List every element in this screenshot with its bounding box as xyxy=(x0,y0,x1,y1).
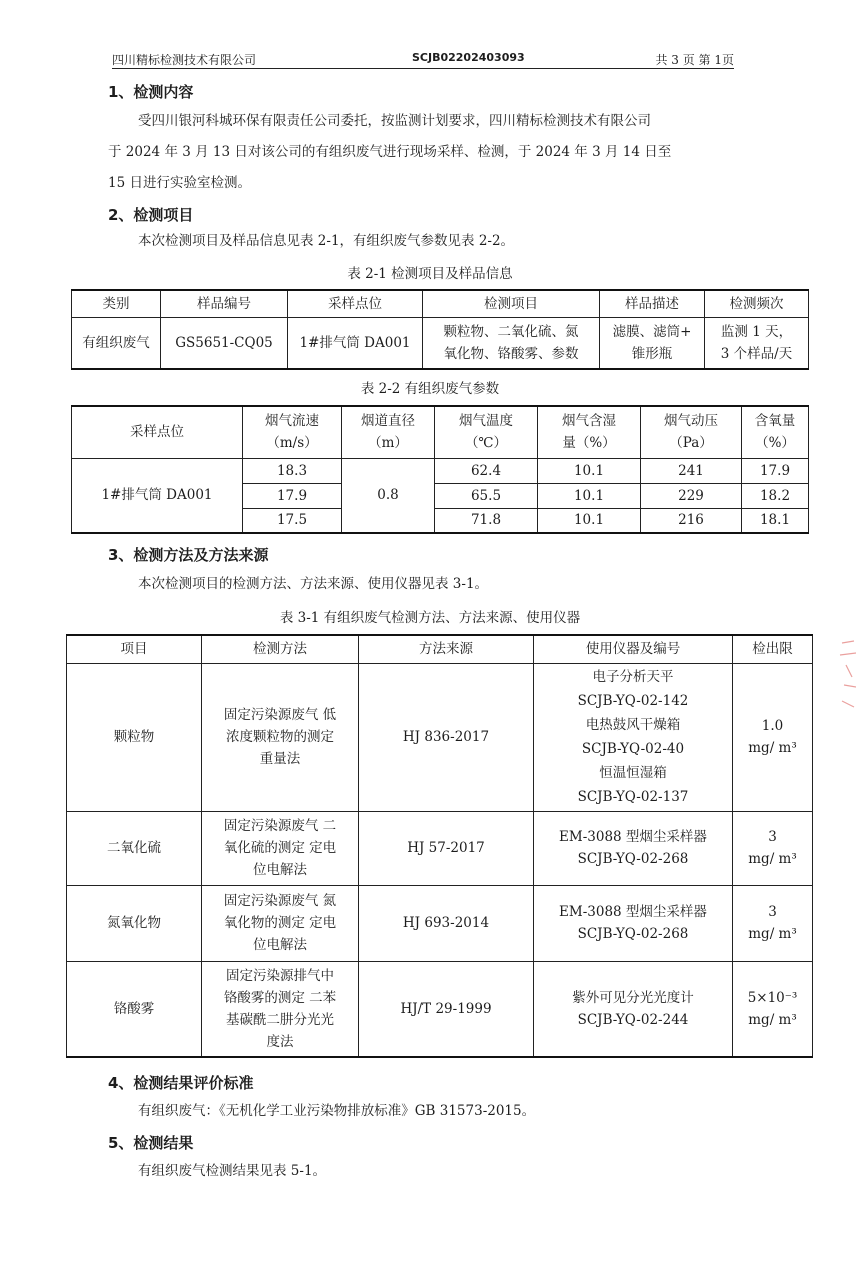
cell-line: SCJB-YQ-02-268 xyxy=(577,926,689,942)
table-cell: 二氧化硫 xyxy=(67,811,202,885)
table-header-cell xyxy=(342,406,435,458)
table-header-cell: 采样点位 xyxy=(288,290,423,317)
table-3-1-caption: 表 3-1 有组织废气检测方法、方法来源、使用仪器 xyxy=(279,610,581,626)
cell-line: 氧化物、铬酸雾、参数 xyxy=(443,345,579,362)
page-number: 共 3 页 第 1页 xyxy=(655,53,734,67)
table-cell: HJ 57-2017 xyxy=(359,811,534,885)
table-cell xyxy=(534,961,733,1057)
header-line: （m/s） xyxy=(266,435,318,452)
cell-line: 锥形瓶 xyxy=(631,345,673,362)
table-header-cell xyxy=(243,406,342,458)
section-3-title: 3、检测方法及方法来源 xyxy=(108,546,269,564)
cell-line: 3 个样品/天 xyxy=(720,345,793,362)
cell-line: 滤膜、滤筒+ xyxy=(612,323,692,340)
table-cell: HJ/T 29-1999 xyxy=(359,961,534,1057)
table-2-2-caption: 表 2-2 有组织废气参数 xyxy=(360,381,500,397)
table-header-cell: 检测频次 xyxy=(705,290,809,317)
cell-line: 电热鼓风干燥箱 xyxy=(585,717,681,733)
table-cell xyxy=(733,961,813,1057)
cell-line: 位电解法 xyxy=(253,862,307,878)
cell-line: 监测 1 天， xyxy=(720,323,793,340)
table-2-2 xyxy=(71,405,809,534)
table-header-cell xyxy=(641,406,742,458)
table-cell: 有组织废气 xyxy=(72,317,161,369)
header-line: 烟气流速 xyxy=(265,413,319,430)
cell-line: 浓度颗粒物的测定 xyxy=(226,729,334,745)
table-cell xyxy=(202,811,359,885)
cell-line: 固定污染源排气中 xyxy=(226,967,334,984)
table-cell: 10.1 xyxy=(538,508,641,533)
cell-line: EM-3088 型烟尘采样器 xyxy=(559,904,707,920)
section-4-line-1: 有组织废气：《无机化学工业污染物排放标准》GB 31573-2015。 xyxy=(138,1103,536,1119)
table-cell: 71.8 xyxy=(435,508,538,533)
table-cell xyxy=(600,317,705,369)
table-cell: 18.3 xyxy=(243,458,342,483)
table-header-cell: 使用仪器及编号 xyxy=(534,635,733,663)
table-header-cell: 检出限 xyxy=(733,635,813,663)
table-header-cell: 项目 xyxy=(67,635,202,663)
header-line: 采样点位 xyxy=(130,424,184,441)
table-3-1 xyxy=(66,634,813,1058)
cell-line: 1.0 xyxy=(761,718,784,734)
table-cell: 颗粒物 xyxy=(67,663,202,811)
header-line: （m） xyxy=(368,435,408,452)
table-cell xyxy=(202,961,359,1057)
table-cell: 1#排气筒 DA001 xyxy=(72,458,243,533)
table-cell: 18.2 xyxy=(742,483,809,508)
cell-line: 5×10⁻³ xyxy=(747,989,798,1006)
table-header-cell: 检测方法 xyxy=(202,635,359,663)
table-cell: 17.5 xyxy=(243,508,342,533)
cell-line: 3 xyxy=(768,829,777,845)
section-3-line-1: 本次检测项目的检测方法、方法来源、使用仪器见表 3-1。 xyxy=(138,576,489,592)
seal-stamp-fragment xyxy=(822,635,856,715)
cell-line: 颗粒物、二氧化硫、氮 xyxy=(443,323,579,340)
header-line: 量（%） xyxy=(562,435,616,452)
table-cell: 241 xyxy=(641,458,742,483)
header-line: 烟气温度 xyxy=(459,413,513,430)
table-cell: 65.5 xyxy=(435,483,538,508)
table-header-cell: 类别 xyxy=(72,290,161,317)
table-header-cell: 方法来源 xyxy=(359,635,534,663)
section-5-line-1: 有组织废气检测结果见表 5-1。 xyxy=(138,1163,327,1179)
page-header xyxy=(112,48,734,69)
cell-line: EM-3088 型烟尘采样器 xyxy=(559,829,707,845)
table-cell: 216 xyxy=(641,508,742,533)
table-cell xyxy=(534,885,733,961)
table-cell: 62.4 xyxy=(435,458,538,483)
table-header-cell: 检测项目 xyxy=(423,290,600,317)
cell-line: SCJB-YQ-02-268 xyxy=(577,851,689,867)
section-2-line-1: 本次检测项目及样品信息见表 2-1，有组织废气参数见表 2-2。 xyxy=(138,233,515,249)
cell-line: mg/ m³ xyxy=(748,926,797,942)
table-cell: HJ 836-2017 xyxy=(359,663,534,811)
table-cell xyxy=(423,317,600,369)
cell-line: mg/ m³ xyxy=(748,851,797,867)
table-cell: 10.1 xyxy=(538,458,641,483)
cell-line: 固定污染源废气 二 xyxy=(223,818,337,834)
table-cell: 氮氧化物 xyxy=(67,885,202,961)
table-header-cell: 样品编号 xyxy=(161,290,288,317)
table-cell: 1#排气筒 DA001 xyxy=(288,317,423,369)
cell-line: SCJB-YQ-02-40 xyxy=(581,741,685,757)
table-cell xyxy=(733,885,813,961)
cell-line: 氧化物的测定 定电 xyxy=(223,915,337,931)
table-cell xyxy=(534,811,733,885)
table-cell xyxy=(534,663,733,811)
cell-line: 基碳酰二肼分光光 xyxy=(226,1011,334,1028)
table-header-cell xyxy=(538,406,641,458)
table-2-1 xyxy=(71,289,809,370)
cell-line: 度法 xyxy=(266,1033,294,1050)
table-cell xyxy=(733,811,813,885)
cell-line: 恒温恒湿箱 xyxy=(599,765,667,781)
table-cell xyxy=(733,663,813,811)
table-cell xyxy=(202,885,359,961)
table-header-cell: 样品描述 xyxy=(600,290,705,317)
section-1-line-1: 受四川银河科城环保有限责任公司委托，按监测计划要求，四川精标检测技术有限公司 xyxy=(138,113,651,129)
section-1-line-3: 15 日进行实验室检测。 xyxy=(108,175,251,191)
header-line: 烟气动压 xyxy=(664,413,718,430)
table-cell xyxy=(705,317,809,369)
cell-line: 固定污染源废气 低 xyxy=(223,707,337,723)
header-line: 含氧量 xyxy=(754,413,796,430)
header-line: （Pa） xyxy=(669,435,713,452)
table-2-1-caption: 表 2-1 检测项目及样品信息 xyxy=(347,266,513,282)
cell-line: SCJB-YQ-02-137 xyxy=(577,789,689,805)
cell-line: 紫外可见分光光度计 xyxy=(572,989,694,1006)
table-cell xyxy=(202,663,359,811)
cell-line: 3 xyxy=(768,904,777,920)
table-cell: 17.9 xyxy=(243,483,342,508)
table-cell: 0.8 xyxy=(342,458,435,533)
table-header-cell xyxy=(435,406,538,458)
cell-line: SCJB-YQ-02-244 xyxy=(577,1011,689,1028)
table-header-cell xyxy=(742,406,809,458)
table-cell: 229 xyxy=(641,483,742,508)
report-number: SCJB02202403093 xyxy=(412,51,525,64)
cell-line: 固定污染源废气 氮 xyxy=(223,893,337,909)
table-cell: GS5651-CQ05 xyxy=(161,317,288,369)
header-line: 烟气含湿 xyxy=(562,413,616,430)
cell-line: 氧化硫的测定 定电 xyxy=(223,840,337,856)
cell-line: 电子分析天平 xyxy=(592,669,674,685)
cell-line: 铬酸雾的测定 二苯 xyxy=(223,989,337,1006)
table-cell: 铬酸雾 xyxy=(67,961,202,1057)
section-1-line-2: 于 2024 年 3 月 13 日对该公司的有组织废气进行现场采样、检测，于 2024 年 3 月 14 日至 xyxy=(108,144,672,160)
header-line: 烟道直径 xyxy=(361,413,415,430)
table-header-cell xyxy=(72,406,243,458)
section-1-title: 1、检测内容 xyxy=(108,83,194,101)
cell-line: mg/ m³ xyxy=(748,1011,797,1028)
table-cell: 18.1 xyxy=(742,508,809,533)
table-cell: 17.9 xyxy=(742,458,809,483)
table-cell: HJ 693-2014 xyxy=(359,885,534,961)
cell-line: mg/ m³ xyxy=(748,740,797,756)
section-2-title: 2、检测项目 xyxy=(108,206,194,224)
table-cell: 10.1 xyxy=(538,483,641,508)
header-line: （℃） xyxy=(464,435,508,452)
company-name: 四川精标检测技术有限公司 xyxy=(112,53,257,67)
cell-line: SCJB-YQ-02-142 xyxy=(577,693,689,709)
header-line: （%） xyxy=(755,435,795,452)
section-5-title: 5、检测结果 xyxy=(108,1134,194,1152)
section-4-title: 4、检测结果评价标准 xyxy=(108,1074,254,1092)
cell-line: 重量法 xyxy=(259,751,301,767)
cell-line: 位电解法 xyxy=(253,937,307,953)
